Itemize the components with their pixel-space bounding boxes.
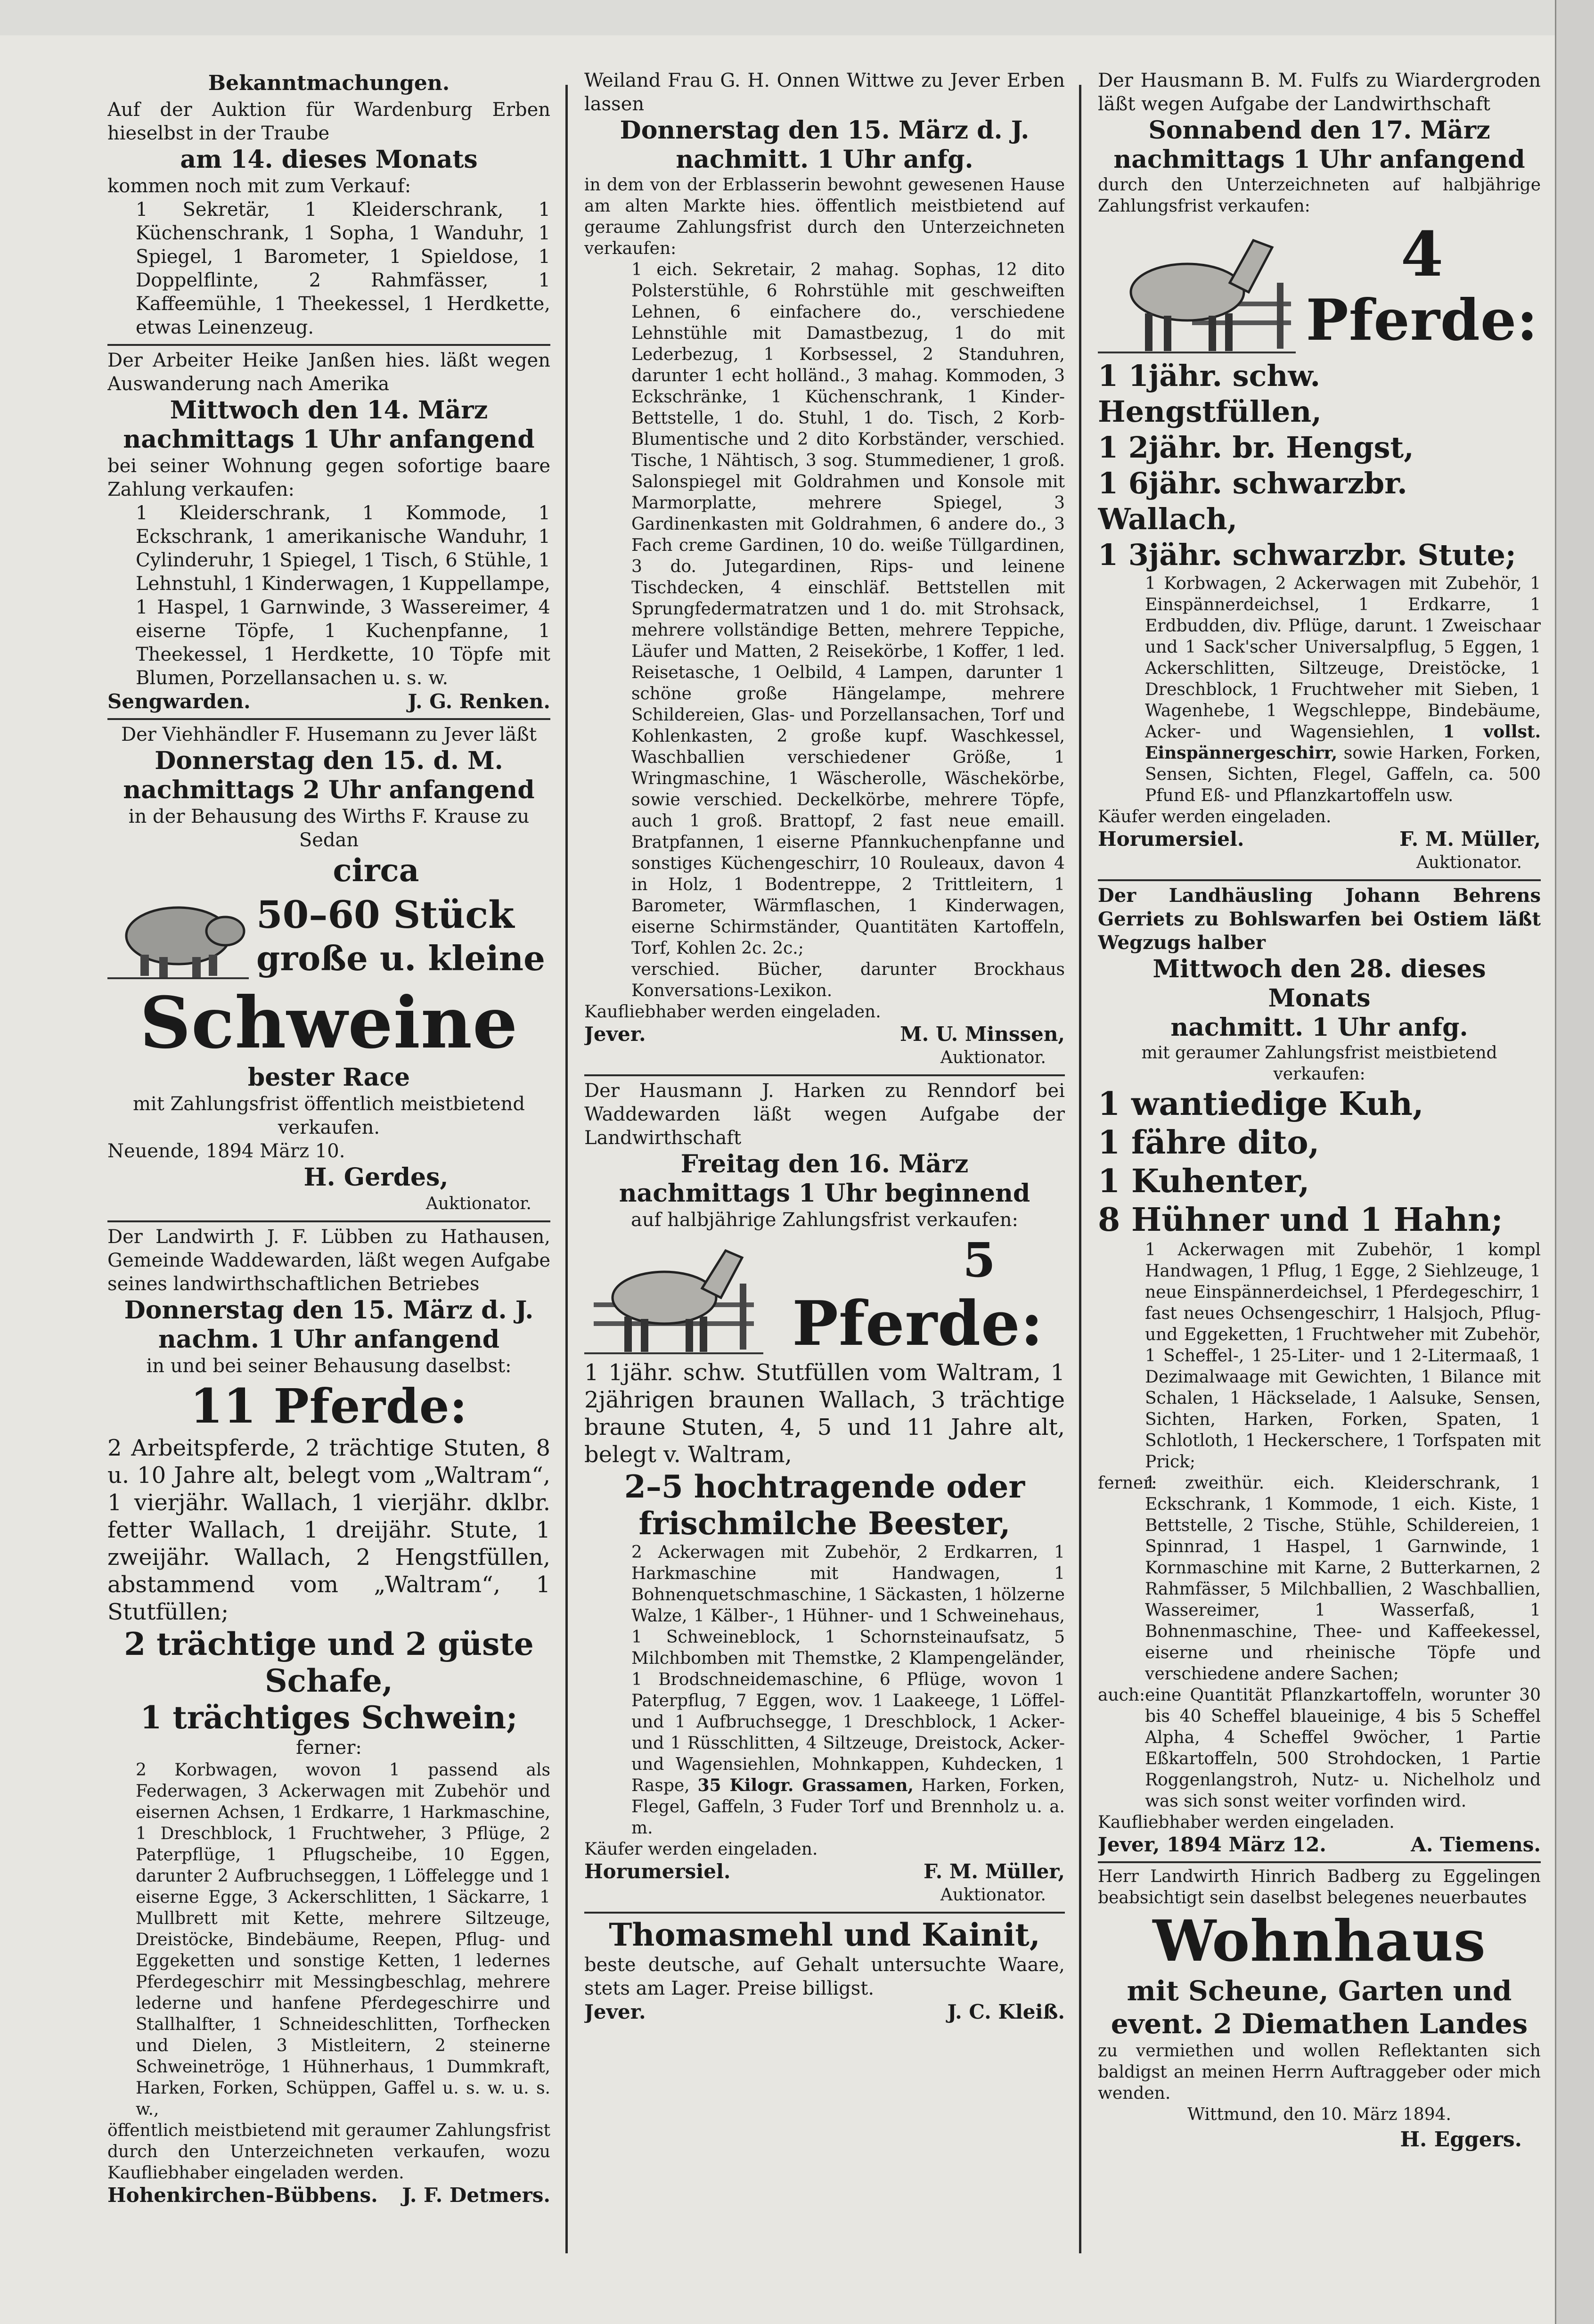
- ad-date: Mittwoch den 14. März: [170, 396, 488, 425]
- ad-signer-title: Auktionator.: [940, 1885, 1046, 1905]
- ad-invite: Käufer werden eingeladen.: [584, 1840, 818, 1859]
- ad-terms: mit Zahlungsfrist öffentlich meistbietend verkaufen.: [132, 1093, 525, 1138]
- ad-signature: [584, 2000, 1065, 2024]
- ad-fulfs-horses: [1098, 66, 1541, 881]
- ad-place: Jever.: [584, 2000, 646, 2023]
- ad-signature: [584, 1860, 1065, 1883]
- ad-items: 1 Kleiderschrank, 1 Kommode, 1 Eckschrank, 1 amerikanische Wanduhr, 1 Cylinderuhr, 1 Spiegel, 1 Tisch, 6 Stühle, 1 Lehnstuhl, 1 Kinderwagen, 1 Kuppellampe, 1 Haspel, 1 Garnwinde, 3 Wassereimer, 4 eiserne Töpfe, 1 Kuchenpfanne, 1 Theekessel, 1 Herdkette, 10 Töpfe mit Blumen, Porzellansachen u. s. w.: [136, 502, 550, 689]
- ad-invite: Kaufliebhaber werden eingeladen.: [584, 1002, 881, 1022]
- section-heading: Bekanntmachungen.: [208, 71, 450, 95]
- ad-signer: J. F. Detmers.: [402, 2184, 550, 2207]
- ad-intro: Der Viehhändler F. Husemann zu Jever läßt: [121, 724, 537, 745]
- pig-illustration-row: [107, 889, 550, 983]
- ad-date: Sonnabend den 17. März: [1148, 116, 1490, 145]
- ad-signer-title: Auktionator.: [1416, 853, 1522, 872]
- ad-auch: eine Quantität Pflanzkartoffeln, worunter 30 bis 40 Scheffel blaueinige, 4 bis 5 Scheffel Alpha, 4 Scheffel 9wöcher, 1 Partie Eßkartoffeln, 500 Strohdocken, 1 Partie Roggenlangstroh, Nutz- u. Nichelholz und was sich sonst weiter vorfinden wird.: [1145, 1686, 1541, 1811]
- ad-headline: 11 Pferde:: [190, 1378, 468, 1434]
- ad-ferner-row: [1098, 1473, 1541, 1685]
- ad-intro: Der Arbeiter Heike Janßen hies. läßt wegen Auswanderung nach Amerika: [107, 350, 550, 395]
- ad-date: Donnerstag den 15. März d. J.: [620, 116, 1030, 145]
- ad-intro: Der Landwirth J. F. Lübben zu Hathausen, Gemeinde Waddewarden, läßt wegen Aufgabe seines landwirthschaftlichen Betriebes: [107, 1226, 550, 1295]
- ad-animal-3: 1 Kuhenter,: [1098, 1162, 1310, 1200]
- ad-intro: Der Hausmann B. M. Fulfs zu Wiardergroden läßt wegen Aufgabe der Landwirthschaft: [1098, 70, 1541, 115]
- ad-count: 4: [1400, 218, 1444, 290]
- ad-signer: A. Tiemens.: [1411, 1833, 1541, 1856]
- ad-signature: [107, 2184, 550, 2207]
- ad-headline: Wohnhaus: [1153, 1908, 1486, 1974]
- ad-place: Horumersiel.: [1098, 827, 1244, 851]
- ad-items-part2: Harken, Forken, Flegel, Gaffeln, 3 Fuder Torf und Brennholz u. a. m.: [631, 1776, 1065, 1838]
- ad-horse-3: 1 6jähr. schwarzbr. Wallach,: [1098, 466, 1407, 536]
- ad-auch-label: auch:: [1098, 1686, 1145, 1705]
- ad-kleiss-fertilizer: [584, 1914, 1065, 2029]
- ad-books: verschied. Bücher, darunter Brockhaus Konversations-Lexikon.: [631, 960, 1065, 1000]
- ad-signature: [1098, 1833, 1541, 1857]
- ad-items: 1 eich. Sekretair, 2 mahag. Sophas, 12 dito Polsterstühle, 6 Rohrstühle mit geschweiften Lehnen, 6 einfachere do., verschiedene Lehnstühle mit Damastbezug, 1 do mit Lederbezug, 1 Korbsessel, 2 Standuhren, darunter 1 echt holländ., 3 mahag. Kommoden, 3 Eckschränke, 1 Küchenschrank, 1 Kinder-Bettstelle, 1 do. Stuhl, 1 do. Tisch, 2 Korb-Blumentische und 2 dito Korbständer, verschied. Tische, 1 Nähtisch, 3 sog. Stummediener, 1 groß. Salonspiegel mit Goldrahmen und Konsole mit Marmorplatte, mehrere Spiegel, 3 Gardinenkasten mit Goldrahmen, 6 andere do., 3 Fach creme Gardinen, 10 do. weiße Tüllgardinen, 3 do. Jutegardinen, Rips- und leinene Tischdecken, 4 einschläf. Bettstellen mit Sprungfedermatratzen und 1 do. mit Strohsack, mehrere vollständige Betten, mehrere Teppiche, Läufer und Matten, 2 Reisekörbe, 1 Koffer, 1 led. Reisetasche, 1 Oelbild, 4 Lampen, darunter 1 schöne große Hängelampe, mehrere Schildereien, Glas- und Porzellansachen, Torf und Kohlenkasten, 2 große kupf. Waschkessel, Waschballien verschiedener Größe, 1 Wringmaschine, 1 Wäscherolle, Wäschekörbe, sowie verschied. Deckelkörbe, mehrere Töpfe, auch 1 groß. Brattopf, 2 fast neue emaill. Bratpfannen, 1 eiserne Pfannkuchenpfanne und sonstiges Küchengeschirr, 10 Rouleaux, davon 4 in Holz, 1 Bodentreppe, 2 Trittleitern, 1 Barometer, Wärmflaschen, 1 Kinderwagen, eiserne Schirmständer, Quantitäten Kartoffeln, Torf, Kohlen 2c. 2c.;: [631, 260, 1065, 958]
- ad-place-line: in und bei seiner Behausung daselbst:: [146, 1355, 512, 1377]
- ad-time: nachmitt. 1 Uhr anfg.: [1170, 1013, 1468, 1042]
- ad-intro: Auf der Auktion für Wardenburg Erben hieselbst in der Traube: [107, 99, 550, 144]
- ad-harness: 1 vollst. Einspännergeschirr,: [1145, 722, 1541, 763]
- ad-horses: 2 Arbeitspferde, 2 trächtige Stuten, 8 u. 10 Jahre alt, belegt vom „Waltram“, 1 vierjähr. Wallach, 1 vierjähr. dklbr. fetter Wallach, 1 dreijähr. Stute, 1 zweijähr. Wallach, 2 Hengstfüllen, abstammend vom „Waltram“, 1 Stutfüllen;: [107, 1435, 550, 1625]
- ad-intro: Herr Landwirth Hinrich Badberg zu Eggelingen beabsichtigt sein daselbst belegenes neuerbautes: [1098, 1867, 1541, 1907]
- ad-items: [1098, 573, 1541, 806]
- adjacent-page-edge: [1555, 0, 1594, 2324]
- ad-items: [584, 1542, 1065, 1839]
- ad-place-line: in der Behausung des Wirths F. Krause zu Sedan: [128, 806, 530, 851]
- ad-place: Sengwarden.: [107, 690, 251, 713]
- ad-gerriets-auction: [1098, 881, 1541, 1863]
- ad-time: nachm. 1 Uhr anfangend: [158, 1325, 500, 1354]
- ad-ferner: 1 zweithür. eich. Kleiderschrank, 1 Eckschrank, 1 Kommode, 1 eich. Kiste, 1 Bettstelle, 2 Tische, Stühle, Schildereien, 1 Spinnrad, 1 Haspel, 1 Garnwinde, 1 Kornmaschine mit Karne, 2 Butterkarnen, 2 Rahmfässer, 5 Milchballien, 2 Waschballien, Wassereimer, 1 Wasserfaß, 1 Bohnenmaschine, Thee- und Kaffeekessel, eiserne und rheinische Töpfe und verschiedene andere Sachen;: [1145, 1473, 1541, 1684]
- ad-time: nachmittags 1 Uhr anfangend: [1113, 145, 1525, 174]
- column-left: [107, 66, 550, 2296]
- column-right: [1098, 66, 1541, 2296]
- ad-place: Hohenkirchen-Bübbens.: [107, 2184, 378, 2207]
- ad-place-line: in dem von der Erblasserin bewohnt gewesenen Hause am alten Markte hies. öffentlich meistbietend auf geraume Zahlungsfrist durch den Unterzeichneten verkaufen:: [584, 175, 1065, 258]
- ad-intro: Weiland Frau G. H. Onnen Wittwe zu Jever Erben lassen: [584, 70, 1065, 115]
- ad-headline: Schweine: [139, 982, 518, 1064]
- ad-auch-row: [1098, 1685, 1541, 1812]
- ad-intro: Der Landhäusling Johann Behrens Gerriets zu Bohlswarfen bei Ostiem läßt Wegzugs halber: [1098, 884, 1541, 954]
- ad-size: große u. kleine: [256, 938, 545, 978]
- ad-animal-4: 8 Hühner und 1 Hahn;: [1098, 1201, 1503, 1239]
- column-rule: [565, 85, 568, 2253]
- ad-wardenburg-auction: [107, 66, 550, 346]
- ad-sub2: event. 2 Diemathen Landes: [1111, 2008, 1528, 2040]
- ad-date: Donnerstag den 15. März d. J.: [124, 1296, 534, 1325]
- ad-signature: [107, 690, 550, 713]
- ad-ferner-label: ferner:: [1098, 1473, 1157, 1493]
- ad-time: nachmitt. 1 Uhr anfg.: [676, 145, 973, 174]
- ad-terms: öffentlich meistbietend mit geraumer Zahlungsfrist durch den Unterzeichneten verkaufen, wozu Kaufliebhaber eingeladen werden.: [107, 2121, 550, 2183]
- column-rule: [1079, 85, 1081, 2253]
- ad-signature: [584, 1023, 1065, 1046]
- ad-horse-1: 1 1jähr. schw. Hengstfüllen,: [1098, 359, 1322, 429]
- ad-terms: durch den Unterzeichneten auf halbjährige Zahlungsfrist verkaufen:: [1098, 175, 1541, 216]
- ad-items: 1 Ackerwagen mit Zubehör, 1 kompl Handwagen, 1 Pflug, 1 Egge, 2 Siehlzeuge, 1 neue Einspännerdeichsel, 1 Pferdegeschirr, 1 fast neues Ochsengeschirr, 1 Halsjoch, Pflug- und Eggeketten, 1 Fruchtweher mit Zubehör, 1 Scheffel-, 1 25-Liter- und 1 2-Litermaaß, 1 Dezimalwaage mit Gewichten, 1 Bilance mit Schalen, 1 Häckselade, 1 Aalsuke, Sensen, Sichten, Harken, Forken, Spaten, 1 Schlotloth, 1 Heckerschere, 1 Torfspaten mit Prick;: [1145, 1240, 1541, 1472]
- ad-horse-4: 1 3jähr. schwarzbr. Stute;: [1098, 538, 1516, 572]
- ad-invite: Kaufliebhaber werden eingeladen.: [1098, 1813, 1395, 1832]
- ad-sheep: 2 trächtige und 2 güste Schafe,: [124, 1626, 534, 1699]
- ad-dateline: Jever, 1894 März 12.: [1098, 1833, 1326, 1856]
- ad-time: nachmittags 2 Uhr anfangend: [123, 776, 535, 804]
- ad-harken-horses: [584, 1076, 1065, 1914]
- horse-icon: [1098, 217, 1296, 358]
- ad-luebben-horses: [107, 1222, 550, 2212]
- ad-onnen-estate: [584, 66, 1065, 1076]
- ad-dateline: Neuende, 1894 März 10.: [107, 1140, 345, 1162]
- ad-signer: F. M. Müller,: [1399, 827, 1541, 851]
- column-middle: [584, 66, 1065, 2296]
- ad-signer: F. M. Müller,: [924, 1860, 1065, 1883]
- ad-signer-title: Auktionator.: [940, 1048, 1046, 1067]
- ad-count: 5: [963, 1232, 996, 1288]
- ad-headline: Thomasmehl und Kainit,: [609, 1916, 1040, 1953]
- ad-items: 2 Korbwagen, wovon 1 passend als Federwagen, 3 Ackerwagen mit Zubehör und eisernen Achsen, 1 Erdkarre, 1 Harkmaschine, 1 Dreschblock, 1 Fruchtweher, 3 Pflüge, 2 Paterpflüge, 1 Pflugscheibe, 10 Eggen, darunter 2 Aufbruchseggen, 1 Löffelegge und 1 eiserne Egge, 3 Ackerschlitten, 1 Säckarre, 1 Mullbrett mit Kette, mehrere Siltzeuge, Dreistöcke, Bindebäume, Reepen, Pflug- und Eggeketten und sonstige Ketten, 1 ledernes Pferdegeschirr mit Messingbeschlag, mehrere lederne und hanfene Pferdegeschirre und Stallhalfter, 1 Schneideschlitten, Torfhecken und Dielen, 3 Mistleitern, 2 steinerne Schweinetröge, 1 Hühnerhaus, 1 Dummkraft, Harken, Forken, Schüppen, Gaffel u. s. w. u. s. w.,: [136, 1760, 550, 2119]
- horse-icon: [584, 1232, 763, 1359]
- ad-signer: H. Gerdes,: [303, 1163, 449, 1192]
- ad-terms: mit geraumer Zahlungsfrist meistbietend verkaufen:: [1141, 1043, 1497, 1084]
- ad-pig: 1 trächtiges Schwein;: [140, 1699, 518, 1736]
- ad-invite: Käufer werden eingeladen.: [1098, 807, 1332, 826]
- ad-animal-2: 1 fähre dito,: [1098, 1124, 1320, 1162]
- ad-headline: Pferde:: [792, 1287, 1044, 1359]
- ad-signature: [1098, 827, 1541, 851]
- ad-items-part1: 1 Korbwagen, 2 Ackerwagen mit Zubehör, 1 Einspännerdeichsel, 1 Erdkarre, 1 Erdbudden, div. Pflüge, darunt. 1 Zweischaar und 1 Sack'scher Universalpflug, 5 Eggen, 1 Ackerschlitten, Siltzeuge, Dreistöcke, 1 Dreschblock, 1 Fruchtweher mit Sieben, 1 Wagenhebe, 1 Wegschleppe, Bindebäume, Acker- und Wagensiehlen,: [1145, 574, 1541, 742]
- ad-race: bester Race: [247, 1063, 410, 1092]
- pig-icon: [107, 889, 249, 983]
- ad-sub1: mit Scheune, Garten und: [1127, 1975, 1512, 2007]
- ad-horse-2: 1 2jähr. br. Hengst,: [1098, 430, 1414, 465]
- ad-husemann-pigs: [107, 720, 550, 1222]
- ad-count: 50–60 Stück: [256, 892, 515, 937]
- ad-ferner: ferner:: [296, 1737, 362, 1759]
- ad-janssen-auction: [107, 346, 550, 720]
- ad-signer: J. C. Kleiß.: [947, 2000, 1065, 2023]
- ad-items: 1 Sekretär, 1 Kleiderschrank, 1 Küchenschrank, 1 Sopha, 1 Wanduhr, 1 Spiegel, 1 Barometer, 1 Spieldose, 1 Doppelflinte, 2 Rahmfässer, 1 Kaffeemühle, 1 Theekessel, 1 Herdkette, etwas Leinenzeug.: [136, 199, 550, 338]
- ad-items-part1: 2 Ackerwagen mit Zubehör, 2 Erdkarren, 1 Harkmaschine mit Handwagen, 1 Bohnenquetschmaschine, 1 Säckasten, 1 hölzerne Walze, 1 Kälber-, 1 Hühner- und 1 Schweinehaus, 1 Schweineblock, 1 Schornsteinaufsatz, 5 Milchbomben mit Themstke, 2 Klampengeländer, 1 Brodschneidemaschine, 6 Pflüge, wovon 1 Paterpflug, 7 Eggen, wov. 1 Laakeege, 1 Löffel- und 1 Aufbruchsegge, 1 Dreschblock, 1 Acker- und 1 Rüsschlitten, 4 Siltzeuge, Dreistock, Acker- und Wagensiehlen, Mohnkappen, Kuhdecken, 1 Raspe,: [631, 1543, 1065, 1795]
- ad-horses: 1 1jähr. schw. Stutfüllen vom Waltram, 1 2jährigen braunen Wallach, 3 trächtige braune Stuten, 4, 5 und 11 Jahre alt, belegt v. Waltram,: [584, 1359, 1065, 1468]
- ad-text: beste deutsche, auf Gehalt untersuchte Waare, stets am Lager. Preise billigst.: [584, 1954, 1065, 1999]
- ad-time: nachmittags 1 Uhr beginnend: [619, 1179, 1030, 1208]
- horse-illustration-row: [584, 1232, 1065, 1359]
- ad-signer: H. Eggers.: [1400, 2128, 1522, 2152]
- ad-signer: J. G. Renken.: [408, 690, 550, 713]
- ad-signer: M. U. Minssen,: [900, 1023, 1065, 1046]
- ad-headline: Pferde:: [1306, 287, 1538, 353]
- ad-place: Jever.: [584, 1023, 646, 1046]
- ad-animal-1: 1 wantiedige Kuh,: [1098, 1085, 1424, 1123]
- ad-date: am 14. dieses Monats: [180, 145, 478, 174]
- ad-signer-title: Auktionator.: [425, 1194, 531, 1213]
- ad-badberg-house: [1098, 1863, 1541, 2159]
- ad-items-part2: sowie Harken, Forken, Sensen, Sichten, Flegel, Gaffeln, ca. 500 Pfund Eß- und Pflanzkartoffeln usw.: [1145, 744, 1541, 805]
- ad-time: nachmittags 1 Uhr anfangend: [123, 425, 535, 454]
- ad-grass-seed: 35 Kilogr. Grassamen,: [697, 1776, 914, 1795]
- horse-illustration-row: [1098, 217, 1541, 358]
- ad-lead: bei seiner Wohnung gegen sofortige baare Zahlung verkaufen:: [107, 455, 550, 500]
- ad-intro: Der Hausmann J. Harken zu Renndorf bei Waddewarden läßt wegen Aufgabe der Landwirthschaft: [584, 1080, 1065, 1149]
- ad-date: Mittwoch den 28. dieses Monats: [1153, 955, 1486, 1013]
- ad-dateline: Wittmund, den 10. März 1894.: [1187, 2105, 1451, 2124]
- ad-date: Freitag den 16. März: [680, 1150, 969, 1178]
- ad-text: zu vermiethen und wollen Reflektanten sich baldigst an meinen Herrn Auftraggeber oder mich wenden.: [1098, 2041, 1541, 2103]
- ad-date: Donnerstag den 15. d. M.: [155, 746, 503, 775]
- ad-terms: auf halbjährige Zahlungsfrist verkaufen:: [631, 1209, 1018, 1231]
- ad-lead: kommen noch mit zum Verkauf:: [107, 175, 411, 197]
- ad-place: Horumersiel.: [584, 1860, 731, 1883]
- ad-cattle: 2–5 hochtragende oder frischmilche Beester,: [624, 1468, 1025, 1542]
- ad-circa: circa: [333, 852, 419, 889]
